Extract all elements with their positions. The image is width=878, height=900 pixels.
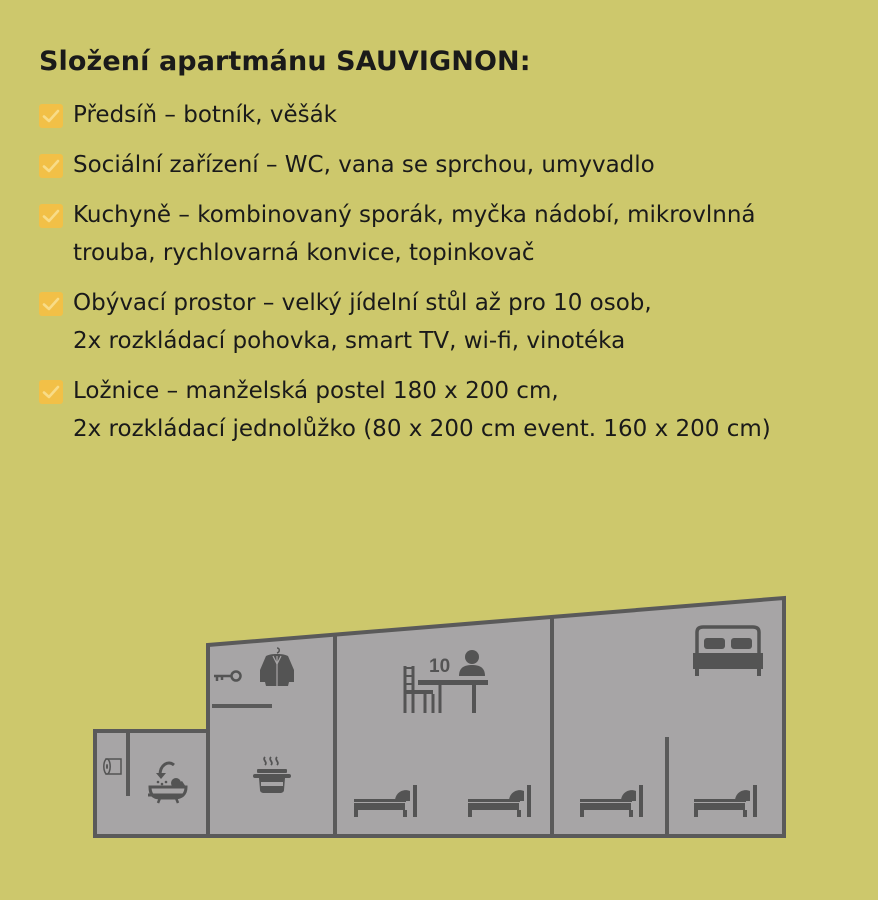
list-item-text: Kuchyně – kombinovaný sporák, myčka nádobí, mikrovlnná [73,202,756,228]
list-item-text: Předsíň – botník, věšák [73,102,337,128]
list-item-text-continued: 2x rozkládací pohovka, smart TV, wi-fi, vinotéka [73,328,626,354]
list-item-text-continued: trouba, rychlovarná konvice, topinkovač [73,240,535,266]
dining-capacity: 10 [429,656,451,677]
list-item-text: Obývací prostor – velký jídelní stůl až pro 10 osob, [73,290,652,316]
list-item-text: Ložnice – manželská postel 180 x 200 cm, [73,378,559,404]
list-item-text-continued: 2x rozkládací jednolůžko (80 x 200 cm event. 160 x 200 cm) [73,416,771,442]
toilet-paper-icon [104,759,121,774]
page-title: Složení apartmánu SAUVIGNON: [39,46,531,77]
list-item-text: Sociální zařízení – WC, vana se sprchou, umyvadlo [73,152,655,178]
floor-plan-outline [95,598,784,836]
